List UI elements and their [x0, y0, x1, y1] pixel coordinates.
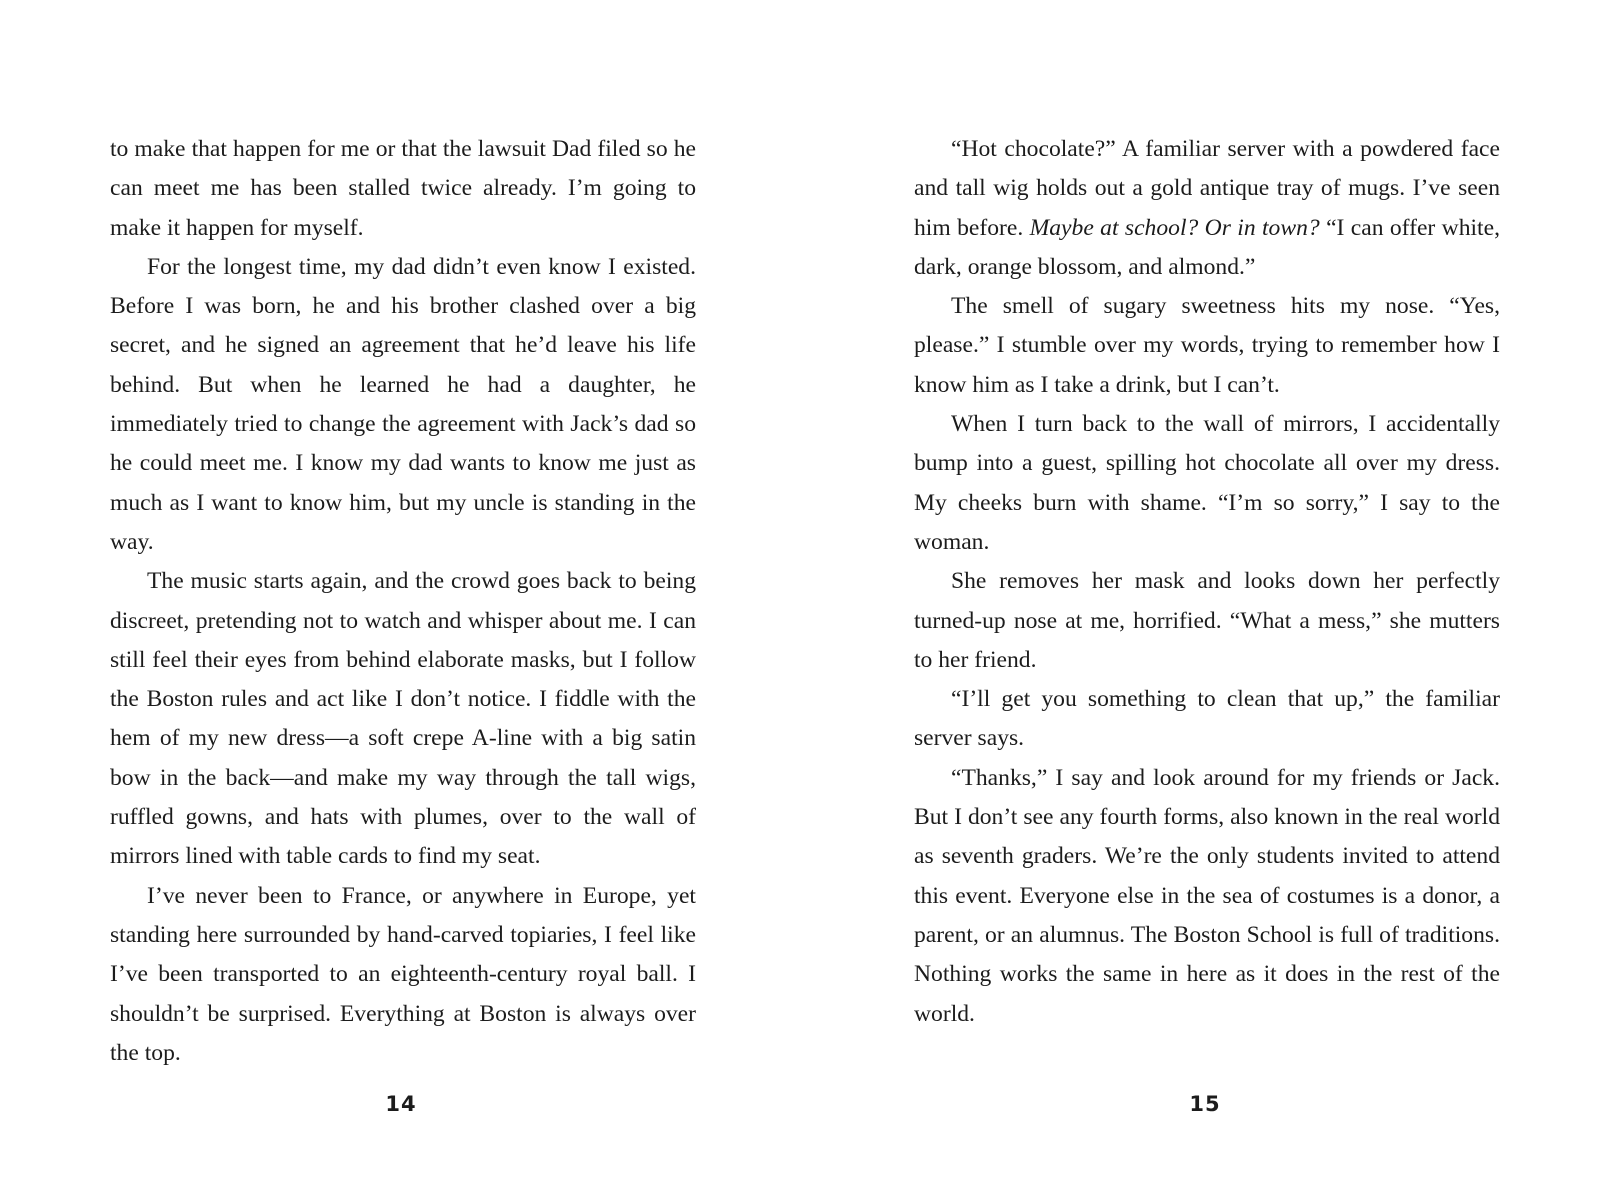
page-number-left: 14: [385, 1092, 417, 1116]
paragraph: “Thanks,” I say and look around for my friends or Jack. But I don’t see any fourth forms, also known in the real world as seventh graders. We’re the only students invited to attend this event. Everyone else in the sea of costumes is a donor, a parent, or an alumnus. The Boston School is full of traditions. Nothing works the same in here as it does in the rest of the world.: [914, 764, 1500, 1027]
paragraph-text: “I can offer white, dark, orange blossom, and almond.”: [914, 214, 1500, 280]
right-page-body: [914, 130, 1500, 1034]
italic-thought: Maybe at school? Or in town?: [1029, 214, 1320, 241]
paragraph: [914, 130, 1500, 287]
paragraph: The music starts again, and the crowd goes back to being discreet, pretending not to watch and whisper about me. I can still feel their eyes from behind elaborate masks, but I follow the Boston rules and act like I don’t notice. I fiddle with the hem of my new dress—a soft crepe A-line with a big satin bow in the back—and make my way through the tall wigs, ruffled gowns, and hats with plumes, over to the wall of mirrors lined with table cards to find my seat.: [110, 568, 696, 870]
page-number-right: 15: [1189, 1092, 1221, 1116]
paragraph: The smell of sugary sweetness hits my nose. “Yes, please.” I stumble over my words, trying to remember how I know him as I take a drink, but I can’t.: [914, 293, 1500, 398]
paragraph: to make that happen for me or that the lawsuit Dad filed so he can meet me has been stalled twice already. I’m going to make it happen for myself.: [110, 136, 696, 241]
paragraph: When I turn back to the wall of mirrors, I accidentally bump into a guest, spilling hot chocolate all over my dress. My cheeks burn with shame. “I’m so sorry,” I say to the woman.: [914, 411, 1500, 555]
paragraph: I’ve never been to France, or anywhere in Europe, yet standing here surrounded by hand-carved topiaries, I feel like I’ve been transported to an eighteenth-century royal ball. I shouldn’t be surprised. Everything at Boston is always over the top.: [110, 882, 696, 1066]
paragraph: “I’ll get you something to clean that up,” the familiar server says.: [914, 686, 1500, 752]
paragraph: She removes her mask and looks down her perfectly turned-up nose at me, horrified. “What a mess,” she mutters to her friend.: [914, 568, 1500, 673]
paragraph: For the longest time, my dad didn’t even know I existed. Before I was born, he and his brother clashed over a big secret, and he signed an agreement that he’d leave his life behind. But when he learned he had a daughter, he immediately tried to change the agreement with Jack’s dad so he could meet me. I know my dad wants to know me just as much as I want to know him, but my uncle is standing in the way.: [110, 253, 696, 555]
paragraph-text: “Hot chocolate?” A familiar server with a powdered face and tall wig holds out a gold antique tray of mugs. I’ve seen him before.: [914, 136, 1500, 241]
left-page-body: [110, 130, 696, 1073]
